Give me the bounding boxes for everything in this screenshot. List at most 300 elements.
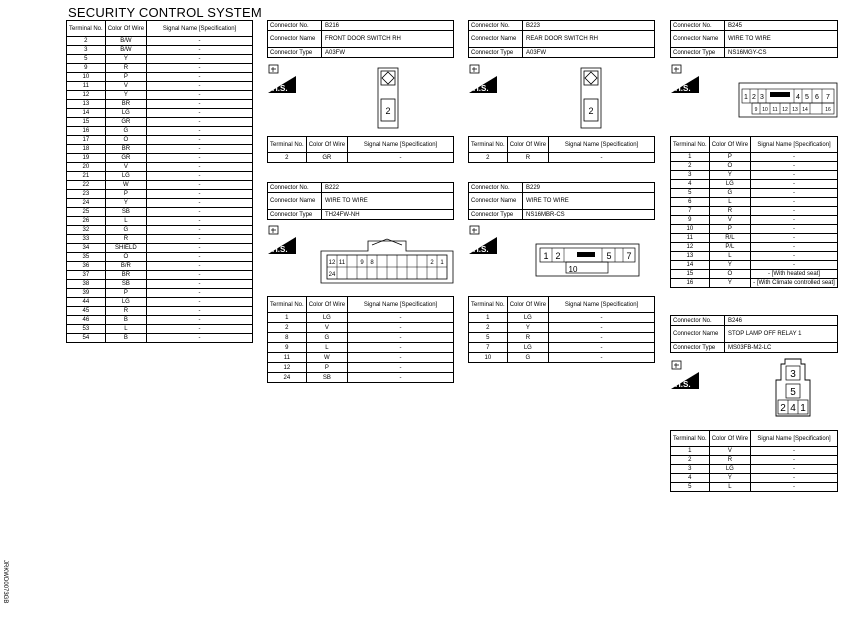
terminal-cell: 11 xyxy=(67,82,106,91)
signal-name-cell: - xyxy=(147,271,253,280)
table-row xyxy=(67,298,253,307)
wire-color-cell: SHIELD xyxy=(105,244,146,253)
signal-name-cell: - xyxy=(348,343,454,353)
terminal-table-b223 xyxy=(468,136,655,163)
wire-color-cell: R xyxy=(507,333,548,343)
wire-color-cell: R xyxy=(105,64,146,73)
pin-label: 10 xyxy=(762,107,768,113)
terminal-table-b245 xyxy=(670,136,838,288)
table-row xyxy=(469,323,655,333)
signal-name-cell: - xyxy=(751,180,838,189)
wire-color-cell: Y xyxy=(105,55,146,64)
table-row xyxy=(67,46,253,55)
table-row xyxy=(67,190,253,199)
terminal-cell: 16 xyxy=(671,279,710,288)
table-row xyxy=(268,353,454,363)
signal-name-cell: - xyxy=(147,316,253,325)
color-header: Color Of Wire xyxy=(709,431,750,447)
wire-color-cell: BR xyxy=(105,145,146,154)
table-row xyxy=(67,289,253,298)
wire-color-cell: SB xyxy=(105,280,146,289)
signal-name-cell: - xyxy=(147,118,253,127)
wire-color-cell: B/W xyxy=(105,37,146,46)
table-row xyxy=(67,100,253,109)
wire-color-cell: Y xyxy=(507,323,548,333)
signal-name-cell: - xyxy=(147,64,253,73)
signal-name-cell: - xyxy=(549,333,655,343)
table-row xyxy=(671,456,838,465)
signal-name-cell: - xyxy=(147,280,253,289)
wire-color-cell: Y xyxy=(105,199,146,208)
connector-no: B245 xyxy=(725,21,838,31)
terminal-cell: 5 xyxy=(469,333,508,343)
table-row xyxy=(67,82,253,91)
wire-color-cell: LG xyxy=(507,313,548,323)
table-row xyxy=(67,325,253,334)
wire-color-cell: GR xyxy=(105,118,146,127)
wire-color-cell: G xyxy=(105,127,146,136)
wire-color-cell: P/L xyxy=(709,243,750,252)
table-row xyxy=(67,235,253,244)
connector-info-b246 xyxy=(670,315,838,353)
table-row xyxy=(671,279,838,288)
connector-no: B223 xyxy=(523,21,655,31)
signal-name-cell: - xyxy=(147,127,253,136)
terminal-cell: 5 xyxy=(671,483,710,492)
connector-name-label: Connector Name xyxy=(469,193,523,210)
table-row xyxy=(67,217,253,226)
hs-harness-side-icon xyxy=(469,225,497,255)
table-row xyxy=(67,91,253,100)
terminal-cell: 18 xyxy=(67,145,106,154)
table-row xyxy=(268,323,454,333)
wire-color-cell: R xyxy=(709,456,750,465)
connector-type: A03FW xyxy=(322,48,454,58)
terminal-cell: 12 xyxy=(67,91,106,100)
connector-type-label: Connector Type xyxy=(469,48,523,58)
wire-color-cell: GR xyxy=(306,153,347,163)
terminal-cell: 2 xyxy=(268,153,307,163)
connector-name: REAR DOOR SWITCH RH xyxy=(523,31,655,48)
signal-name-cell: - xyxy=(751,162,838,171)
pin-label: 1 xyxy=(543,251,549,261)
table-row xyxy=(67,136,253,145)
connector-name-label: Connector Name xyxy=(671,326,725,343)
table-row xyxy=(67,208,253,217)
table-row xyxy=(67,181,253,190)
connector-type-label: Connector Type xyxy=(671,343,725,353)
wire-color-cell: L xyxy=(709,483,750,492)
table-row xyxy=(671,207,838,216)
connector-name-label: Connector Name xyxy=(268,193,322,210)
terminal-cell: 33 xyxy=(67,235,106,244)
signal-name-cell: - xyxy=(751,198,838,207)
terminal-cell: 15 xyxy=(67,118,106,127)
signal-name-cell: - xyxy=(751,153,838,162)
terminal-cell: 2 xyxy=(469,323,508,333)
color-header: Color Of Wire xyxy=(507,137,548,153)
wire-color-cell: LG xyxy=(105,298,146,307)
pin-label: 8 xyxy=(370,260,374,266)
table-row xyxy=(671,261,838,270)
table-row xyxy=(671,153,838,162)
signal-name-cell: - xyxy=(751,483,838,492)
pin-label: 14 xyxy=(802,107,808,113)
terminal-cell: 11 xyxy=(268,353,307,363)
terminal-cell: 3 xyxy=(67,46,106,55)
signal-name-cell: - xyxy=(147,217,253,226)
table-row xyxy=(67,280,253,289)
terminal-cell: 6 xyxy=(671,198,710,207)
wire-color-cell: SB xyxy=(306,373,347,383)
terminal-cell: 2 xyxy=(671,456,710,465)
signal-header: Signal Name [Specification] xyxy=(751,137,838,153)
connector-type-label: Connector Type xyxy=(469,210,523,220)
pin-label: 2 xyxy=(385,106,391,116)
pin-label: 16 xyxy=(825,107,831,113)
terminal-cell: 10 xyxy=(67,73,106,82)
pin-label: 5 xyxy=(805,94,809,101)
terminal-cell: 44 xyxy=(67,298,106,307)
hs-harness-side-icon xyxy=(268,64,296,94)
signal-name-cell: - xyxy=(751,189,838,198)
color-header: Color Of Wire xyxy=(507,297,548,313)
terminal-cell: 5 xyxy=(671,189,710,198)
table-row xyxy=(671,225,838,234)
wire-color-cell: Y xyxy=(105,91,146,100)
terminal-cell: 1 xyxy=(671,447,710,456)
pin-label: 1 xyxy=(440,260,444,266)
terminal-cell: 16 xyxy=(67,127,106,136)
wire-color-cell: L xyxy=(105,217,146,226)
main-terminal-table xyxy=(66,20,253,343)
signal-name-cell: - xyxy=(147,145,253,154)
table-row xyxy=(671,483,838,492)
signal-name-cell: - xyxy=(751,234,838,243)
terminal-cell: 25 xyxy=(67,208,106,217)
table-row xyxy=(671,216,838,225)
table-row xyxy=(671,171,838,180)
table-row xyxy=(671,252,838,261)
table-row xyxy=(671,447,838,456)
signal-name-cell: - xyxy=(147,298,253,307)
terminal-cell: 10 xyxy=(469,353,508,363)
connector-no-label: Connector No. xyxy=(268,21,322,31)
connector-type-label: Connector Type xyxy=(268,48,322,58)
connector-type: A03FW xyxy=(523,48,655,58)
connector-name-label: Connector Name xyxy=(268,31,322,48)
terminal-cell: 8 xyxy=(268,333,307,343)
terminal-cell: 14 xyxy=(67,109,106,118)
terminal-cell: 10 xyxy=(671,225,710,234)
connector-no: B222 xyxy=(322,183,454,193)
terminal-cell: 45 xyxy=(67,307,106,316)
wire-color-cell: V xyxy=(105,163,146,172)
wire-color-cell: R xyxy=(709,207,750,216)
table-row xyxy=(469,153,655,163)
hs-label: H.S. xyxy=(675,380,691,389)
signal-name-cell: - xyxy=(348,353,454,363)
color-header: Color Of Wire xyxy=(306,137,347,153)
wire-color-cell: O xyxy=(709,270,750,279)
connector-name: STOP LAMP OFF RELAY 1 xyxy=(725,326,838,343)
table-row xyxy=(67,334,253,343)
terminal-cell: 4 xyxy=(671,474,710,483)
connector-diagram-b216 xyxy=(377,67,399,129)
signal-name-cell: - xyxy=(147,307,253,316)
terminal-cell: 36 xyxy=(67,262,106,271)
wire-color-cell: P xyxy=(306,363,347,373)
color-header: Color Of Wire xyxy=(306,297,347,313)
wire-color-cell: V xyxy=(709,447,750,456)
wire-color-cell: P xyxy=(105,190,146,199)
terminal-header: Terminal No. xyxy=(671,137,710,153)
signal-name-cell: - xyxy=(147,325,253,334)
wire-color-cell: BR xyxy=(105,271,146,280)
terminal-cell: 38 xyxy=(67,280,106,289)
connector-name-label: Connector Name xyxy=(469,31,523,48)
connector-no-label: Connector No. xyxy=(469,183,523,193)
signal-name-cell: - xyxy=(147,37,253,46)
table-row xyxy=(469,333,655,343)
hs-label: H.S. xyxy=(675,84,691,93)
figure-code: JRKWD0073GB xyxy=(2,560,8,604)
table-row xyxy=(67,145,253,154)
pin-label: 12 xyxy=(782,107,788,113)
connector-no: B229 xyxy=(523,183,655,193)
terminal-header: Terminal No. xyxy=(671,431,710,447)
wire-color-cell: R/L xyxy=(709,234,750,243)
wire-color-cell: L xyxy=(709,252,750,261)
pin-label: 5 xyxy=(790,387,796,398)
pin-label: 9 xyxy=(754,107,758,113)
terminal-cell: 15 xyxy=(671,270,710,279)
terminal-cell: 7 xyxy=(469,343,508,353)
wire-color-cell: LG xyxy=(709,465,750,474)
connector-type: TH24FW-NH xyxy=(322,210,454,220)
signal-name-cell: - xyxy=(147,55,253,64)
terminal-table-b246 xyxy=(670,430,838,492)
connector-type-label: Connector Type xyxy=(268,210,322,220)
table-row xyxy=(469,353,655,363)
signal-name-cell: - xyxy=(147,289,253,298)
hs-label: H.S. xyxy=(473,84,489,93)
pin-label: 9 xyxy=(360,260,364,266)
connector-no-label: Connector No. xyxy=(469,21,523,31)
connector-type: MS03FB-M2-LC xyxy=(725,343,838,353)
signal-name-cell: - xyxy=(348,363,454,373)
terminal-cell: 13 xyxy=(67,100,106,109)
table-row xyxy=(67,172,253,181)
pin-label: 10 xyxy=(568,265,578,274)
terminal-cell: 24 xyxy=(67,199,106,208)
wire-color-cell: LG xyxy=(507,343,548,353)
terminal-cell: 46 xyxy=(67,316,106,325)
terminal-cell: 2 xyxy=(268,323,307,333)
pin-label: 1 xyxy=(744,94,748,101)
terminal-cell: 17 xyxy=(67,136,106,145)
signal-name-cell: - xyxy=(147,226,253,235)
table-row xyxy=(67,163,253,172)
connector-info-b216 xyxy=(267,20,454,58)
wire-color-cell: W xyxy=(306,353,347,363)
wire-color-cell: P xyxy=(105,289,146,298)
table-row xyxy=(268,313,454,323)
wire-color-cell: P xyxy=(709,153,750,162)
table-row xyxy=(671,180,838,189)
terminal-cell: 53 xyxy=(67,325,106,334)
wire-color-cell: R xyxy=(507,153,548,163)
connector-no-label: Connector No. xyxy=(671,21,725,31)
connector-info-b222 xyxy=(267,182,454,220)
wire-color-cell: O xyxy=(105,136,146,145)
terminal-table-b229 xyxy=(468,296,655,363)
signal-name-cell: - xyxy=(147,262,253,271)
wire-color-cell: V xyxy=(105,82,146,91)
terminal-cell: 1 xyxy=(469,313,508,323)
terminal-cell: 14 xyxy=(671,261,710,270)
terminal-header: Terminal No. xyxy=(268,297,307,313)
signal-name-cell: - xyxy=(147,136,253,145)
wire-color-cell: LG xyxy=(105,109,146,118)
pin-label: 1 xyxy=(800,403,806,414)
terminal-cell: 7 xyxy=(671,207,710,216)
signal-header: Signal Name [Specification] xyxy=(348,297,454,313)
connector-diagram-b245 xyxy=(738,82,838,118)
pin-label: 2 xyxy=(752,94,756,101)
pin-label: 12 xyxy=(328,260,336,266)
terminal-cell: 19 xyxy=(67,154,106,163)
signal-name-cell: - xyxy=(751,225,838,234)
pin-label: 7 xyxy=(626,251,632,261)
signal-name-cell: - xyxy=(348,153,454,163)
signal-header: Signal Name [Specification] xyxy=(549,137,655,153)
pin-label: 2 xyxy=(780,403,786,414)
signal-name-cell: - xyxy=(147,172,253,181)
wire-color-cell: P xyxy=(709,225,750,234)
connector-no-label: Connector No. xyxy=(268,183,322,193)
table-row xyxy=(671,474,838,483)
signal-name-cell: - xyxy=(549,313,655,323)
wire-color-cell: G xyxy=(105,226,146,235)
wire-color-cell: B/W xyxy=(105,46,146,55)
signal-name-cell: - xyxy=(147,253,253,262)
signal-name-cell: - xyxy=(751,216,838,225)
terminal-cell: 22 xyxy=(67,181,106,190)
signal-name-cell: - xyxy=(348,313,454,323)
table-row xyxy=(67,244,253,253)
hs-label: H.S. xyxy=(473,245,489,254)
signal-name-cell: - xyxy=(549,353,655,363)
signal-name-cell: - xyxy=(147,73,253,82)
signal-name-cell: - xyxy=(751,171,838,180)
connector-name-label: Connector Name xyxy=(671,31,725,48)
pin-label: 4 xyxy=(790,403,796,414)
signal-name-cell: - xyxy=(147,46,253,55)
table-row xyxy=(67,262,253,271)
pin-label: 2 xyxy=(588,106,594,116)
pin-label: 3 xyxy=(790,369,796,380)
signal-header: Signal Name [Specification] xyxy=(348,137,454,153)
pin-label: 7 xyxy=(826,94,830,101)
connector-type: NS16MGY-CS xyxy=(725,48,838,58)
pin-label: 4 xyxy=(796,94,800,101)
signal-name-cell: - xyxy=(147,163,253,172)
signal-name-cell: - xyxy=(549,323,655,333)
signal-name-cell: - xyxy=(751,465,838,474)
table-row xyxy=(67,118,253,127)
table-row xyxy=(67,37,253,46)
table-row xyxy=(67,316,253,325)
terminal-cell: 9 xyxy=(67,64,106,73)
terminal-cell: 3 xyxy=(671,171,710,180)
table-row xyxy=(671,162,838,171)
table-row xyxy=(268,363,454,373)
terminal-cell: 2 xyxy=(671,162,710,171)
pin-label: 3 xyxy=(760,94,764,101)
wire-color-cell: O xyxy=(105,253,146,262)
table-row xyxy=(67,253,253,262)
table-row xyxy=(671,270,838,279)
connector-info-b229 xyxy=(468,182,655,220)
terminal-cell: 5 xyxy=(67,55,106,64)
pin-label: 5 xyxy=(606,251,612,261)
hs-harness-side-icon xyxy=(268,225,296,255)
connector-type-label: Connector Type xyxy=(671,48,725,58)
wire-color-cell: L xyxy=(105,325,146,334)
signal-name-cell: - xyxy=(549,153,655,163)
signal-header: Signal Name [Specification] xyxy=(549,297,655,313)
wire-color-cell: B xyxy=(105,334,146,343)
connector-info-b223 xyxy=(468,20,655,58)
page-title: SECURITY CONTROL SYSTEM xyxy=(68,5,262,20)
signal-name-cell: - xyxy=(147,109,253,118)
signal-name-cell: - xyxy=(147,190,253,199)
terminal-cell: 1 xyxy=(671,153,710,162)
wire-color-cell: Y xyxy=(709,171,750,180)
connector-name: WIRE TO WIRE xyxy=(322,193,454,210)
table-row xyxy=(67,55,253,64)
signal-name-cell: - xyxy=(348,373,454,383)
wire-color-cell: B xyxy=(105,316,146,325)
connector-diagram-b223 xyxy=(580,67,602,129)
terminal-cell: 1 xyxy=(268,313,307,323)
color-header: Color Of Wire xyxy=(709,137,750,153)
connector-info-b245 xyxy=(670,20,838,58)
terminal-cell: 26 xyxy=(67,217,106,226)
signal-name-cell: - xyxy=(751,447,838,456)
terminal-cell: 13 xyxy=(671,252,710,261)
signal-name-cell: - xyxy=(147,100,253,109)
wire-color-cell: L xyxy=(709,198,750,207)
terminal-cell: 39 xyxy=(67,289,106,298)
signal-name-cell: - xyxy=(147,334,253,343)
hs-harness-side-icon xyxy=(671,64,699,94)
terminal-cell: 4 xyxy=(671,180,710,189)
table-row xyxy=(268,373,454,383)
connector-name: FRONT DOOR SWITCH RH xyxy=(322,31,454,48)
signal-name-cell: - xyxy=(147,181,253,190)
signal-name-cell: - xyxy=(147,91,253,100)
signal-name-cell: - [With heated seat] xyxy=(751,270,838,279)
connector-type: NS16MBR-CS xyxy=(523,210,655,220)
terminal-cell: 12 xyxy=(671,243,710,252)
signal-name-cell: - xyxy=(751,243,838,252)
terminal-header: Terminal No. xyxy=(469,137,508,153)
signal-name-cell: - xyxy=(751,207,838,216)
table-row xyxy=(67,64,253,73)
signal-header: Signal Name [Specification] xyxy=(751,431,838,447)
